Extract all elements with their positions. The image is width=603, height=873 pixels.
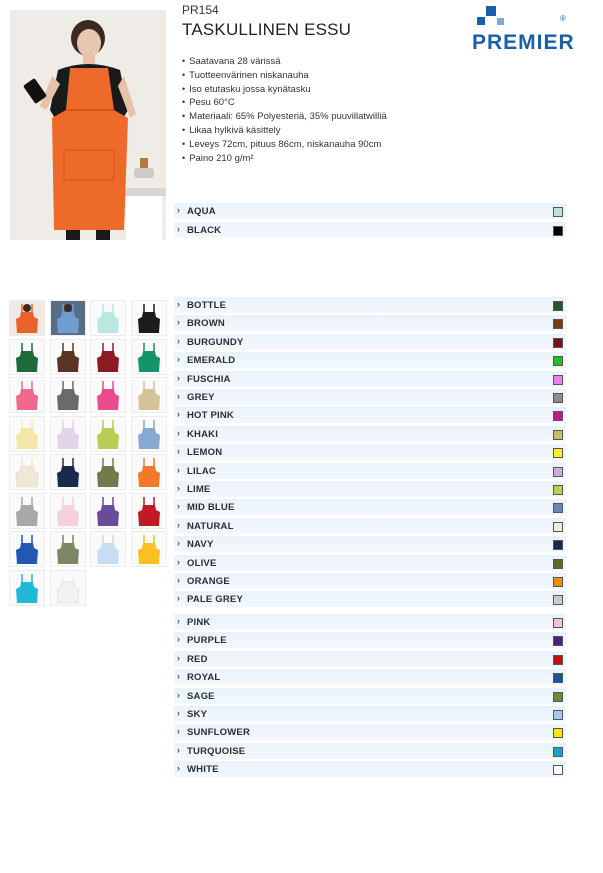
color-swatch	[553, 728, 563, 738]
color-option-sage[interactable]	[174, 688, 566, 704]
chevron-right-icon: ›	[177, 652, 180, 663]
color-option-label: SAGE	[187, 690, 215, 702]
color-thumbnail[interactable]	[9, 339, 45, 375]
color-swatch	[553, 485, 563, 495]
color-thumbnail[interactable]	[50, 570, 86, 606]
product-photo	[10, 10, 166, 240]
color-thumbnail[interactable]	[9, 416, 45, 452]
color-option-mid-blue[interactable]	[174, 499, 566, 515]
feature-list	[182, 55, 387, 165]
color-thumbnail[interactable]	[50, 531, 86, 567]
color-option-label: TURQUOISE	[187, 745, 246, 757]
chevron-right-icon: ›	[177, 689, 180, 700]
apron-icon	[9, 493, 45, 529]
chevron-right-icon: ›	[177, 409, 180, 420]
feature-item: • Saatavana 28 värissä	[182, 55, 387, 69]
color-thumbnail[interactable]	[50, 493, 86, 529]
color-option-label: SKY	[187, 709, 208, 720]
chevron-right-icon: ›	[177, 593, 180, 604]
color-swatch	[553, 655, 563, 665]
color-option-label: HOT PINK	[187, 410, 234, 422]
color-thumbnail[interactable]	[9, 377, 45, 413]
chevron-right-icon: ›	[177, 223, 180, 234]
color-swatch	[553, 540, 563, 550]
apron-icon	[50, 570, 86, 606]
color-option-sunflower[interactable]	[174, 724, 566, 740]
color-option-label: KHAKI	[187, 428, 219, 440]
apron-icon	[131, 531, 167, 567]
apron-icon	[50, 454, 86, 490]
brand-logo-mark	[472, 6, 512, 30]
apron-icon	[50, 416, 86, 452]
color-option-olive[interactable]	[174, 555, 566, 571]
chevron-right-icon: ›	[177, 446, 180, 457]
color-option-navy[interactable]	[174, 536, 566, 552]
color-option-label: PINK	[187, 617, 211, 628]
color-option-natural[interactable]	[174, 518, 566, 534]
chevron-right-icon: ›	[177, 744, 180, 755]
color-option-label: EMERALD	[187, 355, 236, 367]
apron-icon	[90, 493, 126, 529]
apron-icon	[9, 416, 45, 452]
apron-icon	[50, 531, 86, 567]
color-option-label: WHITE	[187, 764, 219, 776]
color-option-lilac[interactable]	[174, 463, 566, 479]
color-option-label: ORANGE	[187, 576, 230, 587]
color-thumbnail[interactable]	[131, 416, 167, 452]
apron-icon	[9, 454, 45, 490]
color-option-label: BROWN	[187, 318, 225, 330]
color-swatch	[553, 301, 563, 311]
color-swatch	[553, 411, 563, 421]
apron-icon	[9, 300, 45, 336]
color-thumbnail[interactable]	[9, 493, 45, 529]
color-swatch	[553, 467, 563, 477]
apron-icon	[50, 300, 86, 336]
color-option-red[interactable]	[174, 651, 566, 667]
model-illustration	[10, 10, 166, 240]
chevron-right-icon: ›	[177, 205, 180, 215]
color-option-label: NATURAL	[187, 520, 234, 532]
apron-icon	[131, 493, 167, 529]
color-swatch	[553, 207, 563, 217]
chevron-right-icon: ›	[177, 317, 180, 328]
apron-icon	[9, 531, 45, 567]
color-swatch	[553, 618, 563, 628]
feature-item: • Paino 210 g/m²	[182, 152, 387, 166]
color-thumbnail[interactable]	[131, 377, 167, 413]
color-option-label: ROYAL	[187, 672, 221, 684]
color-thumbnail[interactable]	[131, 339, 167, 375]
color-option-label: NAVY	[187, 539, 214, 551]
apron-icon	[131, 300, 167, 336]
color-thumbnail[interactable]	[9, 570, 45, 606]
color-swatch	[553, 673, 563, 683]
product-title: TASKULLINEN ESSU	[182, 20, 352, 39]
color-swatch	[553, 692, 563, 702]
chevron-right-icon: ›	[177, 427, 180, 438]
color-option-sky[interactable]	[174, 706, 566, 722]
chevron-right-icon: ›	[177, 501, 180, 512]
color-option-label: SUNFLOWER	[187, 727, 251, 739]
color-option-label: OLIVE	[187, 557, 217, 569]
color-option-lime[interactable]	[174, 481, 566, 497]
color-thumbnail[interactable]	[131, 531, 167, 567]
color-swatch	[553, 430, 563, 440]
feature-item: • Likaa hylkivä käsittely	[182, 124, 387, 138]
chevron-right-icon: ›	[177, 354, 180, 365]
color-option-label: AQUA	[187, 206, 216, 217]
color-option-emerald[interactable]	[174, 352, 566, 368]
color-option-label: BLACK	[187, 224, 222, 236]
color-option-label: LEMON	[187, 447, 223, 459]
apron-icon	[9, 377, 45, 413]
apron-icon	[90, 454, 126, 490]
color-option-black[interactable]	[174, 222, 566, 238]
chevron-right-icon: ›	[177, 519, 180, 530]
color-option-royal[interactable]	[174, 669, 566, 685]
color-swatch	[553, 636, 563, 646]
feature-item: • Iso etutasku jossa kynätasku	[182, 83, 387, 97]
color-option-label: RED	[187, 653, 208, 665]
color-option-turquoise[interactable]	[174, 743, 566, 759]
color-option-white[interactable]	[174, 761, 566, 777]
color-option-label: PALE GREY	[187, 594, 243, 606]
color-thumbnail[interactable]	[50, 300, 86, 336]
color-option-aqua[interactable]	[174, 203, 566, 219]
color-option-fuschia[interactable]	[174, 371, 566, 387]
apron-icon	[131, 377, 167, 413]
color-thumbnail[interactable]	[90, 454, 126, 490]
apron-icon	[90, 339, 126, 375]
color-option-lemon[interactable]	[174, 444, 566, 460]
color-swatch	[553, 503, 563, 513]
color-swatch	[553, 710, 563, 720]
color-swatch	[553, 559, 563, 569]
color-swatch	[553, 595, 563, 605]
chevron-right-icon: ›	[177, 575, 180, 585]
color-option-pale-grey[interactable]	[174, 591, 566, 607]
color-option-brown[interactable]	[174, 315, 566, 331]
chevron-right-icon: ›	[177, 538, 180, 549]
color-option-label: BOTTLE	[187, 300, 227, 311]
chevron-right-icon: ›	[177, 726, 180, 737]
color-swatch	[553, 338, 563, 348]
color-thumbnail[interactable]	[131, 493, 167, 529]
color-thumbnail[interactable]	[90, 416, 126, 452]
registered-mark: ®	[560, 14, 566, 23]
feature-item: • Tuotteenvärinen niskanauha	[182, 69, 387, 83]
color-thumbnail[interactable]	[9, 531, 45, 567]
color-thumbnail[interactable]	[50, 454, 86, 490]
chevron-right-icon: ›	[177, 372, 180, 383]
color-option-label: MID BLUE	[187, 502, 235, 514]
color-swatch	[553, 226, 563, 236]
color-option-grey[interactable]	[174, 389, 566, 405]
chevron-right-icon: ›	[177, 299, 180, 309]
color-thumbnail[interactable]	[131, 300, 167, 336]
color-option-bottle[interactable]	[174, 297, 566, 313]
apron-icon	[131, 416, 167, 452]
feature-item: • Leveys 72cm, pituus 86cm, niskanauha 90cm	[182, 138, 387, 152]
chevron-right-icon: ›	[177, 634, 180, 645]
color-option-label: FUSCHIA	[187, 373, 231, 385]
color-swatch	[553, 577, 563, 587]
color-option-label: GREY	[187, 392, 215, 403]
color-thumbnail[interactable]	[50, 416, 86, 452]
color-thumbnail[interactable]	[9, 300, 45, 336]
apron-icon	[90, 531, 126, 567]
apron-icon	[90, 416, 126, 452]
chevron-right-icon: ›	[177, 671, 180, 682]
product-code: PR154	[182, 3, 219, 17]
apron-icon	[50, 493, 86, 529]
apron-icon	[9, 570, 45, 606]
apron-icon	[90, 300, 126, 336]
color-option-label: BURGUNDY	[187, 336, 244, 348]
color-thumbnail[interactable]	[90, 493, 126, 529]
color-option-purple[interactable]	[174, 632, 566, 648]
color-option-hot-pink[interactable]	[174, 407, 566, 423]
apron-icon	[50, 339, 86, 375]
color-swatch	[553, 747, 563, 757]
color-swatch	[553, 765, 563, 775]
feature-item: • Materiaali: 65% Polyesteriä, 35% puuvillatwilliä	[182, 110, 387, 124]
color-option-label: LIME	[187, 484, 211, 495]
color-thumbnail[interactable]	[50, 339, 86, 375]
color-option-orange[interactable]	[174, 573, 566, 589]
color-swatch	[553, 319, 563, 329]
apron-icon	[131, 454, 167, 490]
feature-item: • Pesu 60°C	[182, 96, 387, 110]
apron-icon	[131, 339, 167, 375]
apron-icon	[9, 339, 45, 375]
color-swatch	[553, 393, 563, 403]
chevron-right-icon: ›	[177, 335, 180, 346]
brand-logo	[470, 6, 580, 56]
apron-icon	[50, 377, 86, 413]
brand-name: PREMIER	[472, 31, 575, 54]
color-swatch	[553, 356, 563, 366]
chevron-right-icon: ›	[177, 483, 180, 493]
color-swatch	[553, 448, 563, 458]
color-thumbnail[interactable]	[90, 531, 126, 567]
color-thumbnail[interactable]	[9, 454, 45, 490]
apron-icon	[90, 377, 126, 413]
color-thumbnail[interactable]	[90, 339, 126, 375]
chevron-right-icon: ›	[177, 464, 180, 475]
color-option-burgundy[interactable]	[174, 334, 566, 350]
chevron-right-icon: ›	[177, 616, 180, 626]
color-swatch	[553, 375, 563, 385]
color-option-khaki[interactable]	[174, 426, 566, 442]
color-thumbnail[interactable]	[90, 300, 126, 336]
chevron-right-icon: ›	[177, 391, 180, 401]
chevron-right-icon: ›	[177, 556, 180, 567]
color-thumbnail[interactable]	[50, 377, 86, 413]
color-thumbnail[interactable]	[131, 454, 167, 490]
color-option-pink[interactable]	[174, 614, 566, 630]
color-thumbnail[interactable]	[90, 377, 126, 413]
color-option-label: LILAC	[187, 465, 216, 477]
color-option-label: PURPLE	[187, 635, 227, 647]
color-swatch	[553, 522, 563, 532]
chevron-right-icon: ›	[177, 708, 180, 718]
chevron-right-icon: ›	[177, 763, 180, 774]
